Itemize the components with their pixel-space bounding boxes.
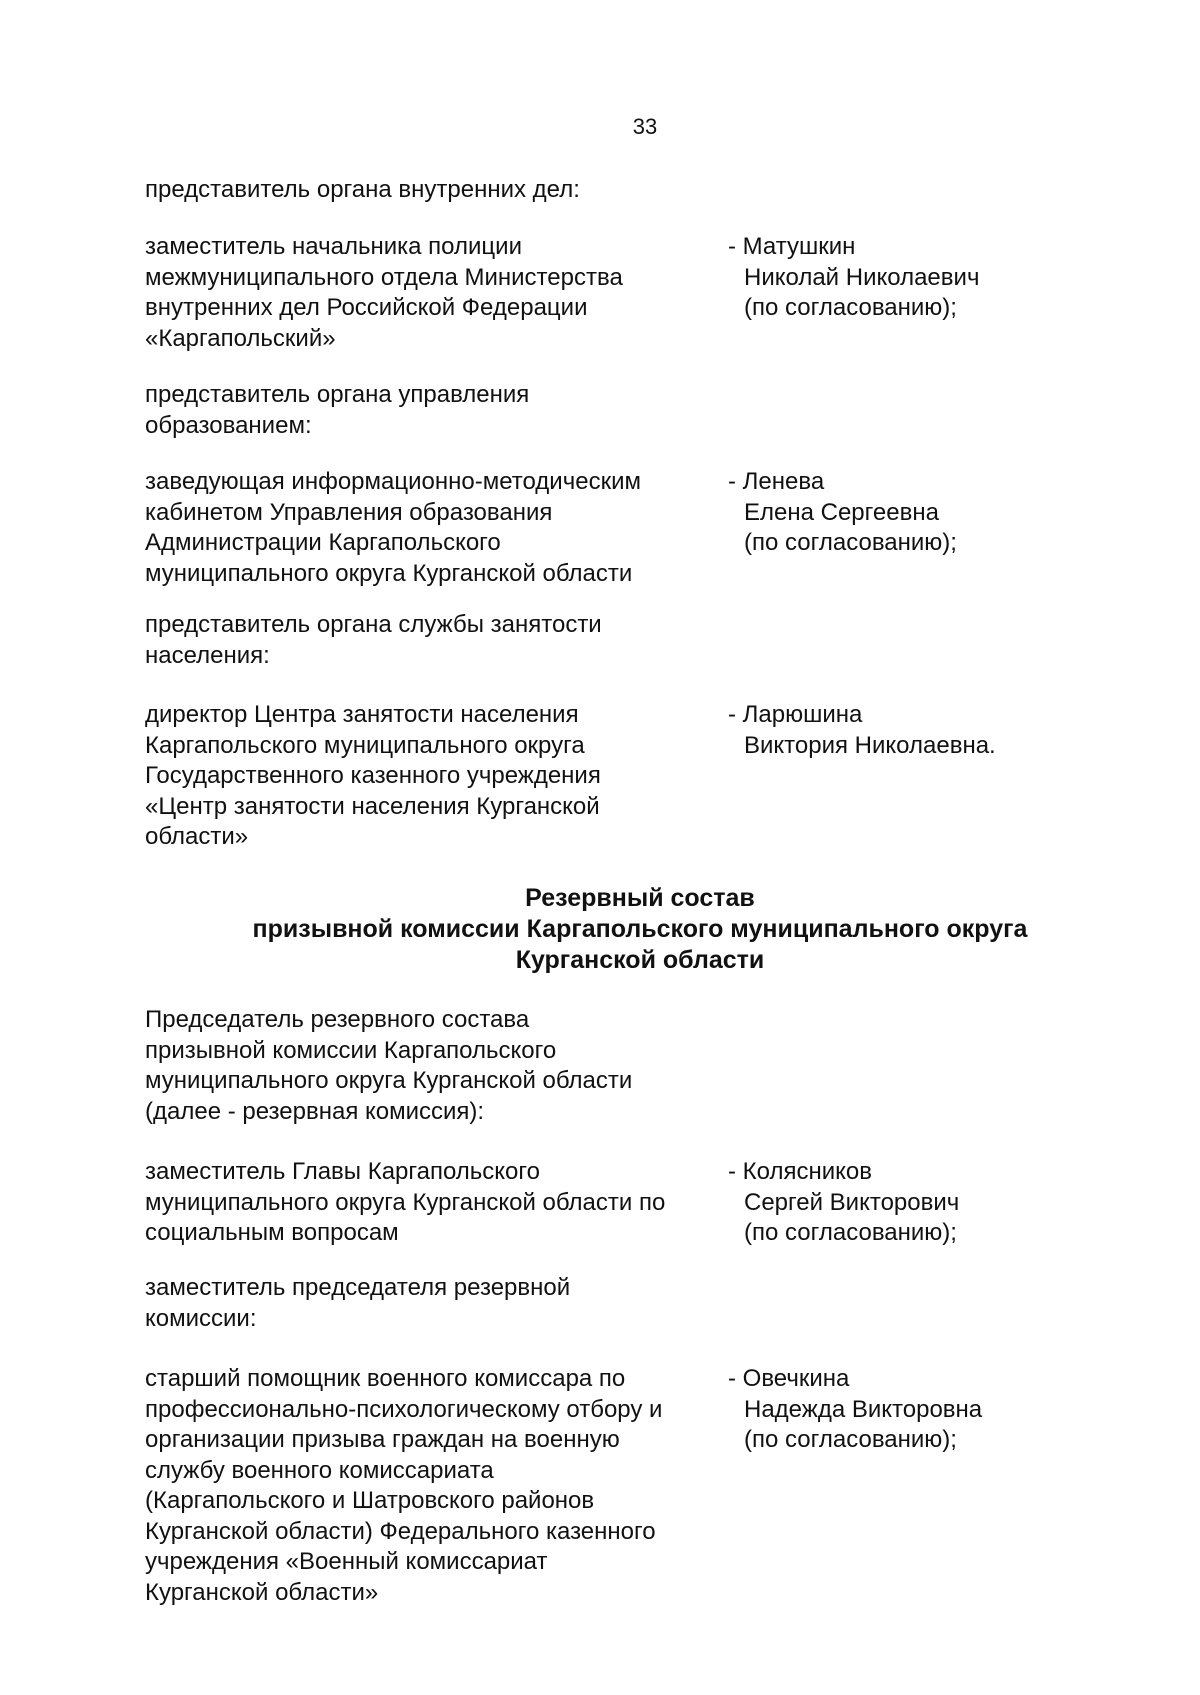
member-given-names: Надежда Викторовна <box>744 1395 983 1423</box>
member-name <box>728 232 1038 324</box>
reserve-label-chairman: Председатель резервного состава призывной комиссии Каргапольского муниципального округа Курганской области (далее - резервная комиссия): <box>145 1006 633 1125</box>
reserve-heading <box>0 883 1200 976</box>
member-given-names: Николай Николаевич <box>744 263 980 291</box>
member-name <box>728 1157 1038 1249</box>
member-surname: - Ленева <box>728 468 825 495</box>
section-label-employment: представитель органа службы занятости населения: <box>145 611 602 669</box>
member-note: (по согласованию); <box>744 294 957 321</box>
member-note: (по согласованию); <box>744 529 957 556</box>
member-position: заместитель Главы Каргапольского муниципального округа Курганской области по социальным вопросам <box>145 1158 666 1246</box>
member-position: старший помощник военного комиссара по профессионально-психологическому отбору и организации призыва граждан на военную службу военного комиссариата (Каргапольского и Шатровского районов Курганской области) Федерального казенного учреждения «Военный комиссариат Курганской области» <box>145 1365 663 1606</box>
member-surname: - Овечкина <box>728 1365 850 1392</box>
member-surname: - Колясников <box>728 1158 872 1185</box>
member-position: заведующая информационно-методическим кабинетом Управления образования Администрации Каргапольского муниципального округа Курганской области <box>145 468 641 587</box>
reserve-heading-line-3: Курганской области <box>515 946 765 974</box>
member-name <box>728 1364 1038 1456</box>
member-name <box>728 467 1038 559</box>
member-position: директор Центра занятости населения Каргапольского муниципального округа Государственного казенного учреждения «Центр занятости населения Курганской области» <box>145 701 601 850</box>
member-name <box>728 700 1038 761</box>
member-given-names: Виктория Николаевна. <box>744 731 996 759</box>
member-note: (по согласованию); <box>744 1426 957 1453</box>
member-surname: - Матушкин <box>728 233 856 260</box>
member-surname: - Ларюшина <box>728 701 863 728</box>
reserve-heading-line-2: призывной комиссии Каргапольского муниципального округа <box>252 915 1028 943</box>
reserve-heading-line-1: Резервный состав <box>525 884 755 912</box>
section-label-education: представитель органа управления образованием: <box>145 381 530 439</box>
reserve-label-deputy: заместитель председателя резервной комиссии: <box>145 1274 571 1332</box>
page-number: 33 <box>632 114 658 139</box>
section-label-internal-affairs: представитель органа внутренних дел: <box>145 176 580 203</box>
member-given-names: Сергей Викторович <box>744 1188 960 1216</box>
member-note: (по согласованию); <box>744 1219 957 1246</box>
member-position: заместитель начальника полиции межмуниципального отдела Министерства внутренних дел Российской Федерации «Каргапольский» <box>145 233 623 352</box>
member-given-names: Елена Сергеевна <box>744 498 939 526</box>
